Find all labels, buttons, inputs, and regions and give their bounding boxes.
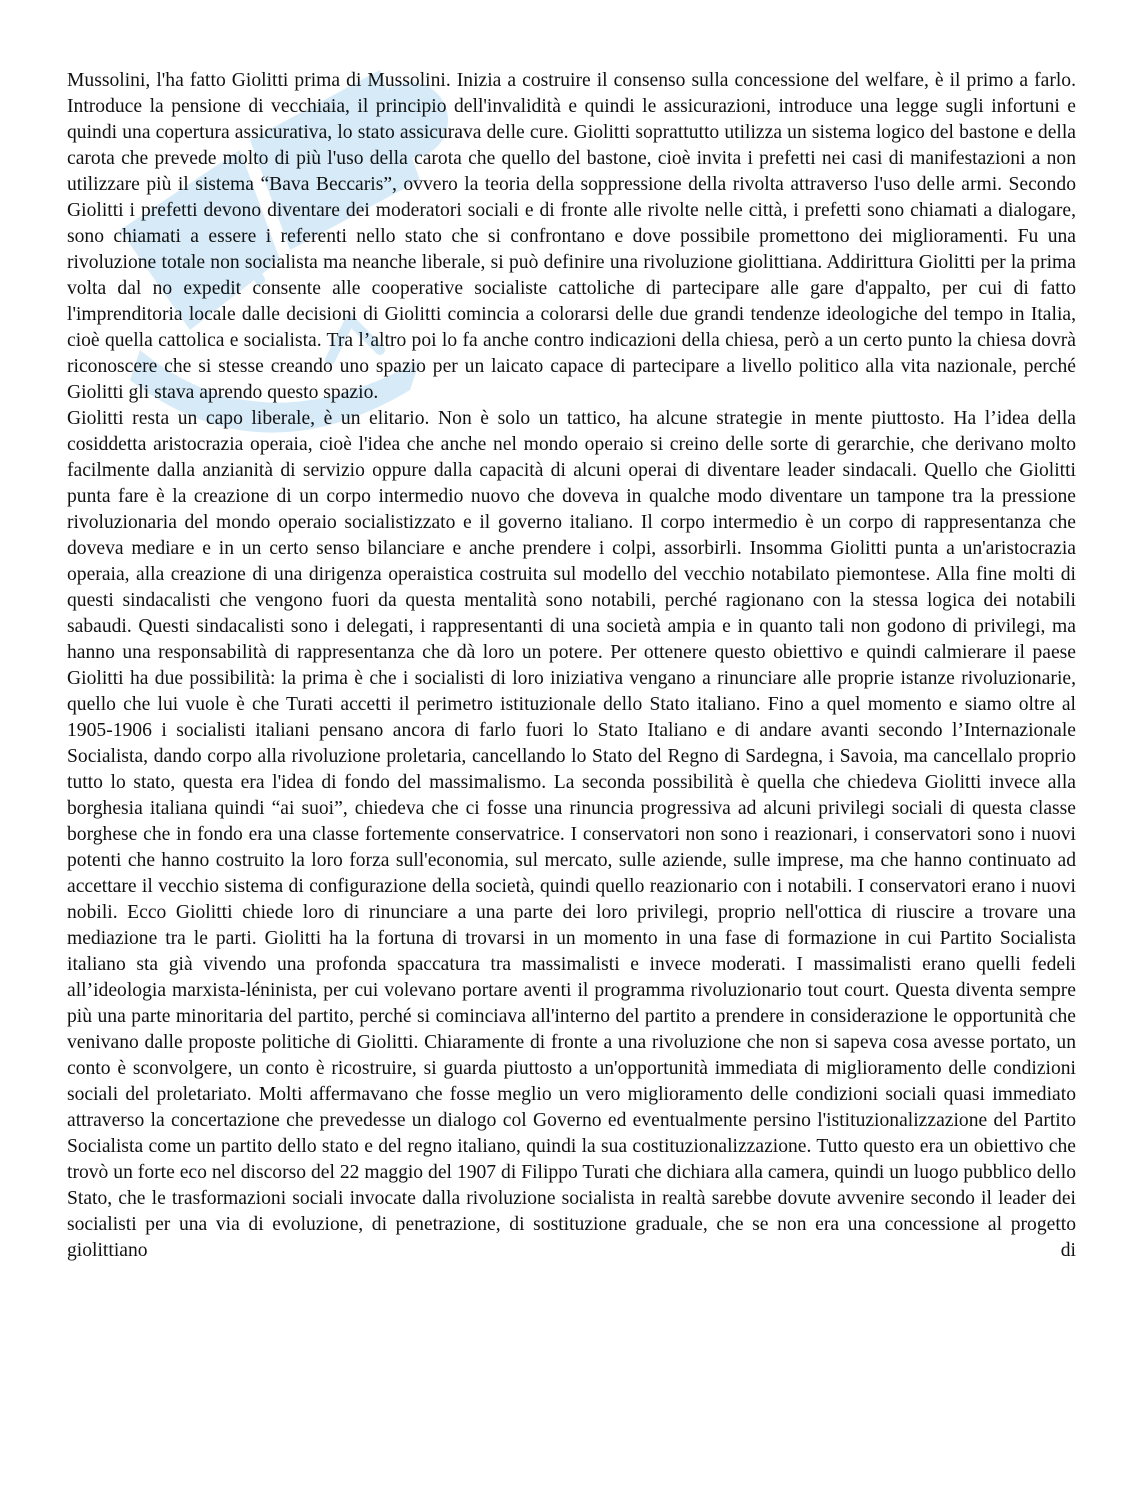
document-body	[67, 68, 1076, 1264]
paragraph: Mussolini, l'ha fatto Giolitti prima di Mussolini. Inizia a costruire il consenso sulla concessione del welfare, è il primo a farlo. Introduce la pensione di vecchiaia, il principio dell'invalidità e quindi le assicurazioni, introduce una legge sugli infortuni e quindi una copertura assicurativa, lo stato assicurava delle cure. Giolitti soprattutto utilizza un sistema logico del bastone e della carota che prevede molto di più l'uso della carota che quello del bastone, cioè invita i prefetti nei casi di manifestazioni a non utilizzare più il sistema “Bava Beccaris”, ovvero la teoria della soppressione della rivolta attraverso l'uso delle armi. Secondo Giolitti i prefetti devono diventare dei moderatori sociali e di fronte alle rivolte nelle città, i prefetti sono chiamati a dialogare, sono chiamati a essere i referenti nello stato che si confrontano e dove possibile promettono dei miglioramenti. Fu una rivoluzione totale non socialista ma neanche liberale, si può definire una rivoluzione giolittiana. Addirittura Giolitti per la prima volta dal no expedit consente alle cooperative socialiste cattoliche di partecipare alle gare d'appalto, per cui di fatto l'imprenditoria locale dalle decisioni di Giolitti comincia a colorarsi delle due grandi tendenze ideologiche del tempo in Italia, cioè quella cattolica e socialista. Tra l’altro poi lo fa anche contro indicazioni della chiesa, però a un certo punto la chiesa dovrà riconoscere che si stesse creando uno spazio per un laicato capace di partecipare a livello politico alla vita nazionale, perché Giolitti gli stava aprendo questo spazio.	[67, 70, 1076, 403]
paragraph: Giolitti resta un capo liberale, è un elitario. Non è solo un tattico, ha alcune strategie in mente piuttosto. Ha l’idea della cosiddetta aristocrazia operaia, cioè l'idea che anche nel mondo operaio si creino delle sorte di gerarchie, che derivano molto facilmente dalla anzianità di servizio oppure dalla capacità di alcuni operai di diventare leader sindacali. Quello che Giolitti punta fare è la creazione di un corpo intermedio nuovo che doveva in qualche modo diventare un tampone tra la pressione rivoluzionaria del mondo operaio socialistizzato e il governo italiano. Il corpo intermedio è un corpo di rappresentanza che doveva mediare e in un certo senso bilanciare e anche prendere i colpi, assorbirli. Insomma Giolitti punta a un'aristocrazia operaia, alla creazione di una dirigenza operaistica costruita sul modello del vecchio notabilato piemontese. Alla fine molti di questi sindacalisti che vengono fuori da questa mentalità sono notabili, perché ragionano con la stessa logica dei notabili sabaudi. Questi sindacalisti sono i delegati, i rappresentanti di una società ampia e in quanto tali non godono di privilegi, ma hanno una responsabilità di rappresentanza che dà loro un potere. Per ottenere questo obiettivo e quindi calmierare il paese Giolitti ha due possibilità: la prima è che i socialisti di loro iniziativa vengano a rinunciare alle proprie istanze rivoluzionarie, quello che lui vuole è che Turati accetti il perimetro istituzionale dello Stato italiano. Fino a quel momento e siamo oltre al 1905-1906 i socialisti italiani pensano ancora di farlo fuori lo Stato Italiano e di andare avanti secondo l’Internazionale Socialista, dando corpo alla rivoluzione proletaria, cancellando lo Stato del Regno di Sardegna, i Savoia, ma cancellalo proprio tutto lo stato, questa era l'idea di fondo del massimalismo. La seconda possibilità è quella che chiedeva Giolitti invece alla borghesia italiana quindi “ai suoi”, chiedeva che ci fosse una rinuncia progressiva ad alcuni privilegi sociali di questa classe borghese che in fondo era una classe fortemente conservatrice. I conservatori non sono i reazionari, i conservatori sono i nuovi potenti che hanno costruito la loro forza sull'economia, sul mercato, sulle aziende, sulle imprese, ma che hanno continuato ad accettare il vecchio sistema di configurazione della società, quindi quello reazionario con i notabili. I conservatori erano i nuovi nobili. Ecco Giolitti chiede loro di rinunciare a una parte dei loro privilegi, proprio nell'ottica di riuscire a trovare una mediazione tra le parti. Giolitti ha la fortuna di trovarsi in un momento in una fase di formazione in cui Partito Socialista italiano sta già vivendo una profonda spaccatura tra massimalisti e invece moderati. I massimalisti erano quelli fedeli all’ideologia marxista-léninista, per cui volevano portare aventi il programma rivoluzionario tout court. Questa diventa sempre più una parte minoritaria del partito, perché si cominciava all'interno del partito a prendere in considerazione le opportunità che venivano dalle proposte politiche di Giolitti. Chiaramente di fronte a una rivoluzione che non si sapeva cosa avesse portato, un conto è sconvolgere, un conto è ricostruire, si guarda piuttosto a un'opportunità immediata di miglioramento delle condizioni sociali del proletariato. Molti affermavano che fosse meglio un vero miglioramento delle condizioni sociali quasi immediato attraverso la concertazione che prevedesse un dialogo col Governo ed eventualmente persino l'istituzionalizzazione del Partito Socialista come un partito dello stato e del regno italiano, quindi la sua costituzionalizzazione. Tutto questo era un obiettivo che trovò un forte eco nel discorso del 22 maggio del 1907 di Filippo Turati che dichiara alla camera, quindi un luogo pubblico dello Stato, che le trasformazioni sociali invocate dalla rivoluzione socialista in realtà sarebbe dovute avvenire secondo il leader dei socialisti per una via di evoluzione, di penetrazione, di sostituzione graduale, che se non era una concessione al progetto giolittiano di	[67, 408, 1076, 1261]
